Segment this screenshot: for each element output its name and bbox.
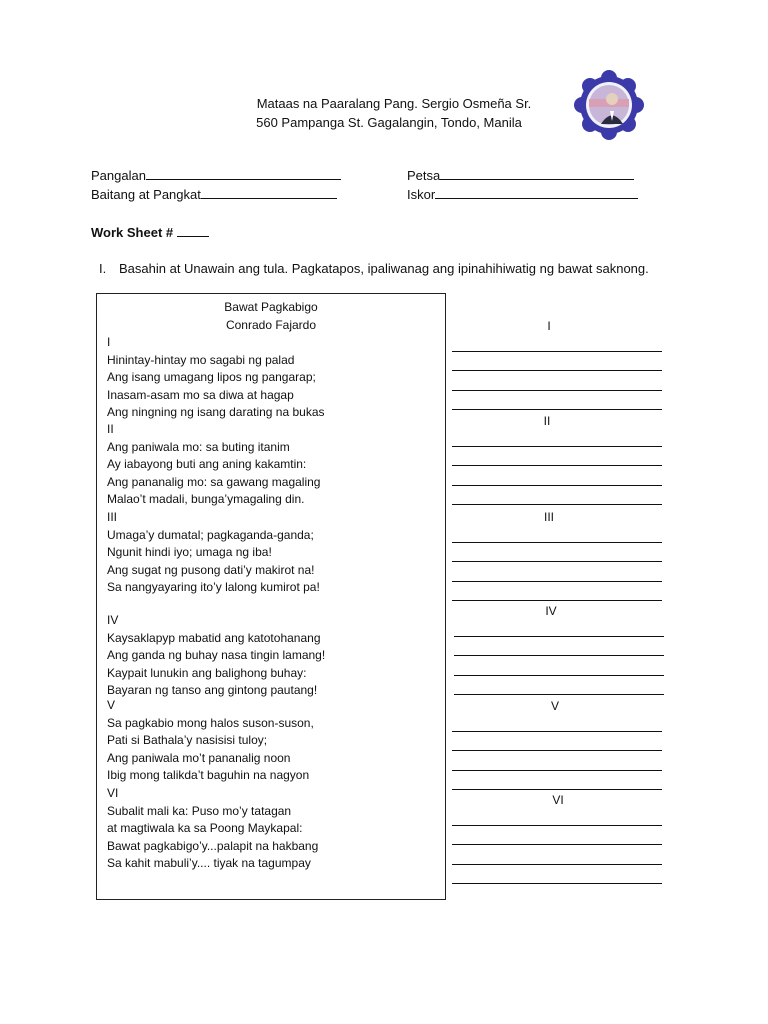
poem-line: Kaypait lunukin ang balighong buhay:: [107, 665, 307, 680]
poem-author: Conrado Fajardo: [225, 318, 317, 332]
stanza-label: IV: [107, 613, 119, 627]
instruction-number: I.: [99, 261, 107, 276]
poem-line: Ang ganda ng buhay nasa tingin lamang!: [107, 648, 326, 663]
poem-line: Umaga’y dumatal; pagkaganda-ganda;: [107, 527, 314, 542]
name-field[interactable]: [91, 167, 341, 185]
poem-line: Ibig mong talikda’t baguhin na nagyon: [107, 768, 310, 783]
poem-line: Ang ningning ng isang darating na bukas: [107, 405, 325, 420]
grade-section-blank[interactable]: [201, 186, 337, 199]
poem-line: Bawat pagkabigo’y...palapit na hakbang: [107, 838, 319, 853]
answer-line[interactable]: [452, 581, 662, 582]
poem-line: Ang pananalig mo: sa gawang magaling: [107, 474, 321, 489]
answer-line[interactable]: [452, 864, 662, 865]
poem-line: Hinintay-hintay mo sagabi ng palad: [107, 352, 295, 367]
poem-line: Ang paniwala mo’t pananalig noon: [107, 750, 291, 765]
stanza-label: V: [107, 698, 116, 712]
name-label: Pangalan: [91, 168, 146, 183]
instruction-text: Basahin at Unawain ang tula. Pagkatapos, ipaliwanag ang ipinahihiwatig ng bawat saknong.: [119, 261, 649, 276]
worksheet-number-blank[interactable]: [177, 224, 209, 237]
school-address: 560 Pampanga St. Gagalangin, Tondo, Manila: [256, 115, 522, 130]
name-blank[interactable]: [146, 167, 341, 180]
poem-line: Bayaran ng tanso ang gintong pautang!: [107, 683, 318, 698]
worksheet-number: [91, 224, 209, 240]
date-blank[interactable]: [440, 167, 634, 180]
answer-line[interactable]: [452, 390, 662, 391]
answer-line[interactable]: [452, 600, 662, 601]
date-field[interactable]: [407, 167, 634, 185]
poem-line: Ang sugat ng pusong dati’y makirot na!: [107, 562, 315, 577]
answer-line[interactable]: [452, 465, 662, 466]
stanza-label: III: [107, 510, 118, 524]
answer-line[interactable]: [452, 561, 662, 562]
poem-line: Ngunit hindi iyo; umaga ng iba!: [107, 545, 272, 560]
poem-line: Malao’t madali, bunga’ymagaling din.: [107, 492, 305, 507]
poem-line: Subalit mali ka: Puso mo’y tatagan: [107, 803, 292, 818]
answer-line[interactable]: [452, 770, 662, 771]
answer-section-label: II: [543, 414, 551, 428]
answer-line[interactable]: [454, 655, 664, 656]
answer-section-label: V: [550, 699, 559, 713]
answer-line[interactable]: [452, 750, 662, 751]
instruction: [99, 261, 649, 276]
answer-line[interactable]: [452, 504, 662, 505]
poem-line: Sa kahit mabuli’y.... tiyak na tagumpay: [107, 856, 311, 871]
school-seal-logo: [572, 70, 646, 140]
answer-line[interactable]: [452, 446, 662, 447]
score-field[interactable]: [407, 186, 638, 204]
poem-line: Inasam-asam mo sa diwa at hagap: [107, 387, 294, 402]
grade-section-label: Baitang at Pangkat: [91, 187, 201, 202]
poem-title: Bawat Pagkabigo: [224, 300, 318, 314]
poem-line: Ang isang umagang lipos ng pangarap;: [107, 370, 316, 385]
poem-line: at magtiwala ka sa Poong Maykapal:: [107, 821, 303, 836]
poem-line: Ang paniwala mo: sa buting itanim: [107, 439, 290, 454]
stanza-label: II: [107, 422, 114, 436]
poem-line: Sa nangyayaring ito’y lalong kumirot pa!: [107, 580, 320, 595]
date-label: Petsa: [407, 168, 441, 183]
answer-line[interactable]: [452, 485, 662, 486]
stanza-label: I: [107, 335, 111, 349]
answer-line[interactable]: [452, 844, 662, 845]
worksheet-label: Work Sheet #: [91, 225, 174, 240]
stanza-label: VI: [107, 786, 119, 800]
answer-line[interactable]: [452, 409, 662, 410]
poem-line: Ay iabayong buti ang aning kakamtin:: [107, 457, 307, 472]
answer-line[interactable]: [452, 789, 662, 790]
answer-section-label: I: [547, 319, 551, 333]
school-header: [0, 94, 768, 132]
answer-line[interactable]: [454, 675, 664, 676]
answer-line[interactable]: [452, 731, 662, 732]
answer-line[interactable]: [452, 883, 662, 884]
answer-line[interactable]: [452, 825, 662, 826]
answer-line[interactable]: [454, 636, 664, 637]
answer-section-label: III: [543, 510, 554, 524]
answer-line[interactable]: [452, 351, 662, 352]
answer-line[interactable]: [452, 370, 662, 371]
school-name: Mataas na Paaralang Pang. Sergio Osmeña Sr.: [256, 96, 532, 111]
poem-line: Kaysaklapyp mabatid ang katotohanang: [107, 630, 321, 645]
grade-section-field[interactable]: [91, 186, 337, 204]
answer-section-label: VI: [552, 793, 564, 807]
score-blank[interactable]: [435, 186, 638, 199]
answer-section-label: IV: [545, 604, 557, 618]
answer-line[interactable]: [454, 694, 664, 695]
poem-line: Sa pagkabio mong halos suson-suson,: [107, 715, 314, 730]
poem-line: Pati si Bathala’y nasisisi tuloy;: [107, 733, 268, 748]
answer-line[interactable]: [452, 542, 662, 543]
score-label: Iskor: [407, 187, 436, 202]
